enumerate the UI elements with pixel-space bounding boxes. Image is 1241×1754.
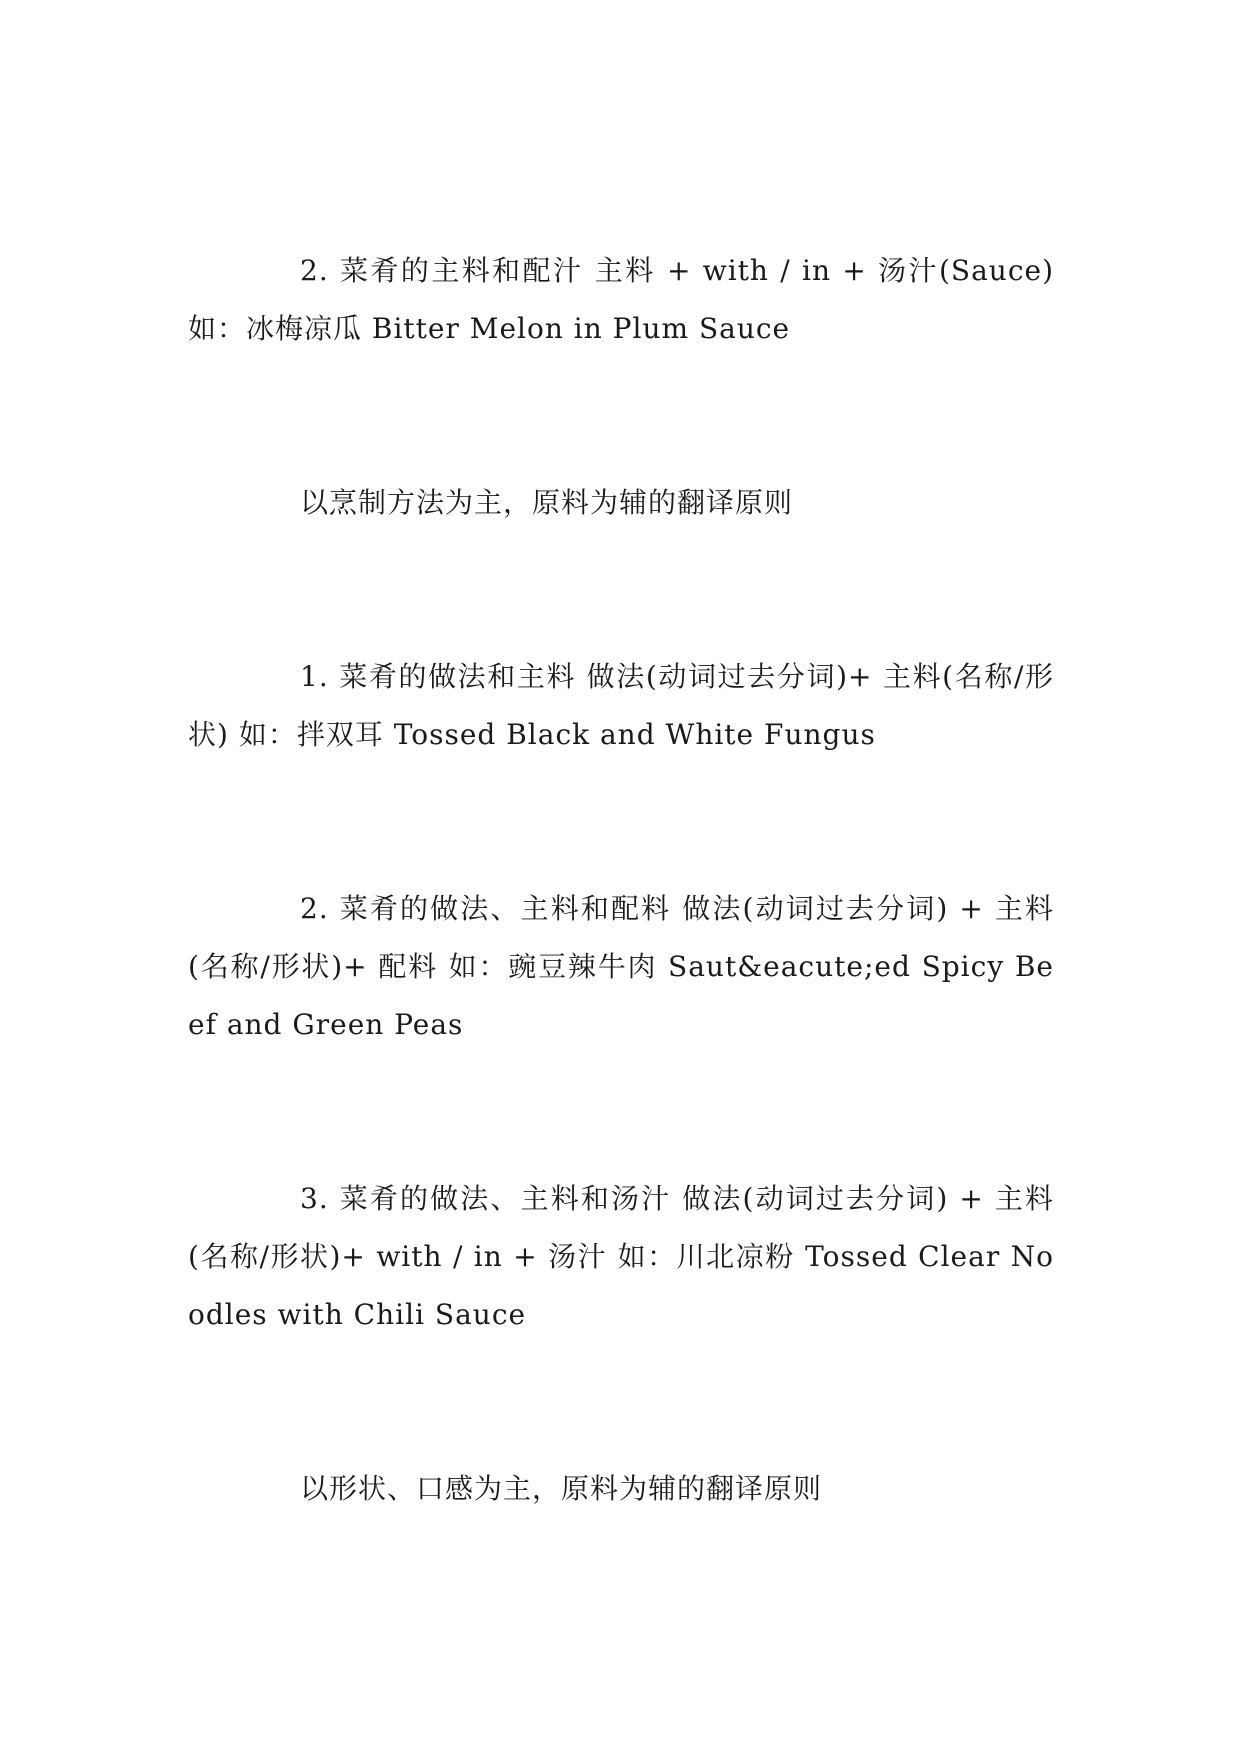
paragraph-gap <box>188 1054 1054 1170</box>
paragraph-gap <box>188 1344 1054 1460</box>
paragraph-method-ingredients: 2. 菜肴的做法、主料和配料 做法(动词过去分词) + 主料(名称/形状)+ 配料 如：豌豆辣牛肉 Saut&eacute;ed Spicy Beef and Green Peas <box>188 892 1054 1041</box>
section-heading-cooking-method: 以烹制方法为主，原料为辅的翻译原则 <box>300 486 794 519</box>
document-body <box>188 242 1054 1518</box>
paragraph-gap <box>188 764 1054 880</box>
paragraph-method-sauce: 3. 菜肴的做法、主料和汤汁 做法(动词过去分词) + 主料(名称/形状)+ with / in + 汤汁 如：川北凉粉 Tossed Clear Noodles with Chili Sauce <box>188 1182 1054 1331</box>
paragraph-main-ingredient-sauce: 2. 菜肴的主料和配汁 主料 + with / in + 汤汁(Sauce) 如：冰梅凉瓜 Bitter Melon in Plum Sauce <box>188 254 1054 345</box>
section-heading-shape-texture: 以形状、口感为主，原料为辅的翻译原则 <box>300 1472 823 1505</box>
paragraph-gap <box>188 532 1054 648</box>
paragraph-method-main-ingredient: 1. 菜肴的做法和主料 做法(动词过去分词)+ 主料(名称/形状) 如：拌双耳 Tossed Black and White Fungus <box>188 660 1054 751</box>
paragraph-gap <box>188 358 1054 474</box>
